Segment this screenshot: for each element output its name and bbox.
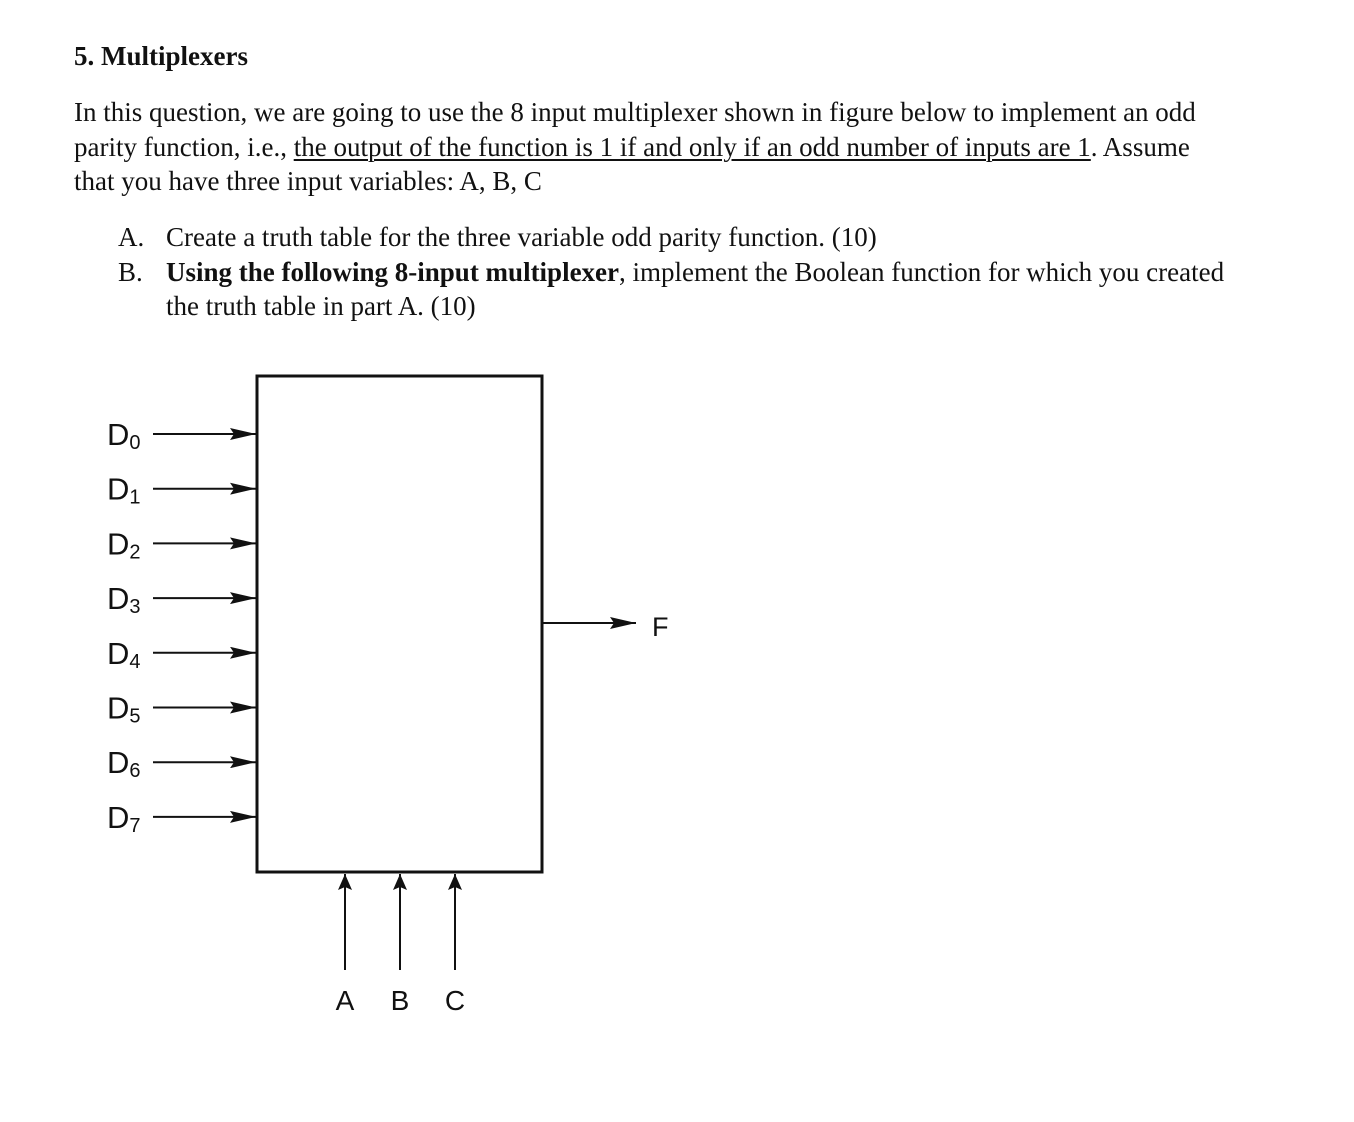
data-input-label-d7: D7 bbox=[107, 799, 141, 837]
select-input-label-b: B bbox=[390, 985, 410, 1016]
data-input-label-d4: D4 bbox=[107, 635, 141, 673]
part-b-line-2: the truth table in part A. (10) bbox=[166, 291, 476, 321]
output-label: F bbox=[652, 612, 669, 642]
data-input-label-d6: D6 bbox=[107, 745, 141, 783]
multiplexer-box bbox=[257, 376, 542, 872]
intro-line-1: In this question, we are going to use the 8 input multiplexer shown in figure below to implement an odd bbox=[74, 97, 1196, 127]
data-input-label-d2: D2 bbox=[107, 526, 141, 564]
data-input-label-d3: D3 bbox=[107, 581, 141, 619]
intro-line-2-prefix: parity function, i.e., bbox=[74, 131, 294, 162]
intro-line-3: that you have three input variables: A, B, C bbox=[74, 166, 542, 196]
part-a-text: Create a truth table for the three variable odd parity function. (10) bbox=[166, 222, 877, 252]
select-input-label-c: C bbox=[444, 985, 466, 1016]
data-input-label-d0: D0 bbox=[107, 417, 141, 454]
part-b-marker: B. bbox=[118, 256, 143, 287]
data-input-group bbox=[107, 417, 256, 837]
intro-line-2-suffix: . Assume bbox=[1090, 131, 1190, 162]
part-b-text-1: , implement the Boolean function for which you created bbox=[619, 256, 1225, 287]
question-heading: 5. Multiplexers bbox=[74, 41, 248, 71]
intro-underlined-definition: the output of the function is 1 if and only if an odd number of inputs are 1 bbox=[293, 131, 1091, 162]
part-b-bold-text: Using the following 8-input multiplexer bbox=[166, 256, 620, 287]
data-input-label-d5: D5 bbox=[107, 690, 141, 728]
part-a-marker: A. bbox=[118, 222, 145, 252]
select-input-group bbox=[336, 874, 465, 1016]
select-input-label-a: A bbox=[335, 985, 355, 1016]
data-input-label-d1: D1 bbox=[107, 471, 141, 509]
